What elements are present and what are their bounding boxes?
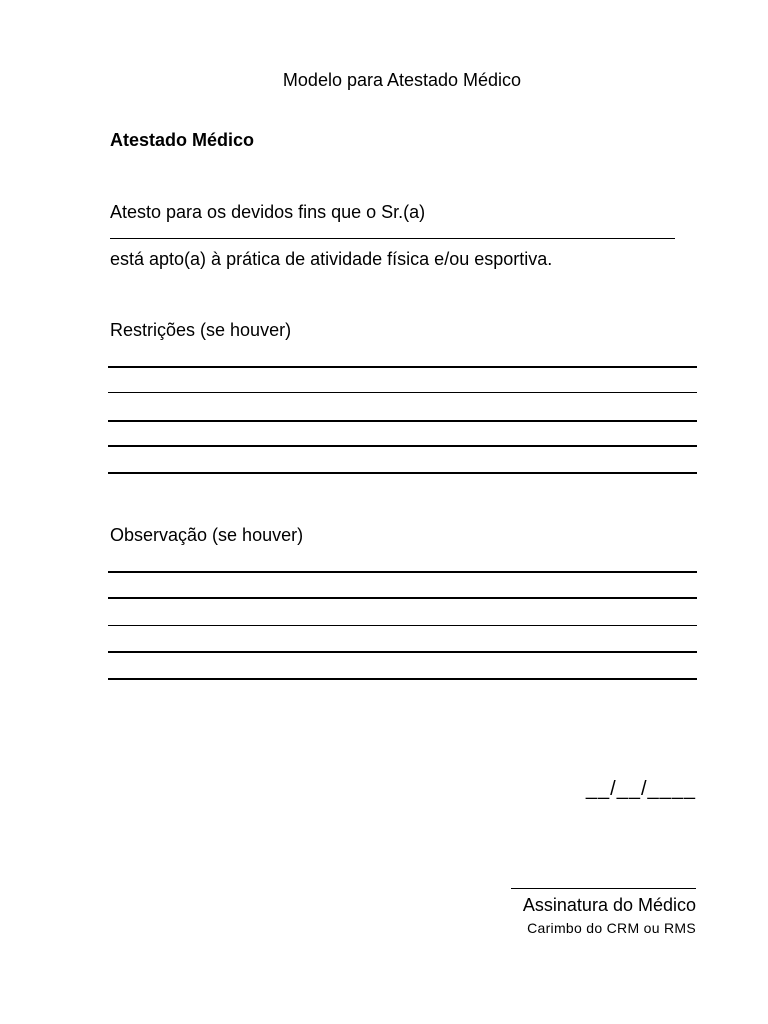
certificate-heading: Atestado Médico xyxy=(110,130,255,150)
restrictions-line-1[interactable] xyxy=(108,366,697,368)
restrictions-line-4[interactable] xyxy=(108,445,697,447)
observation-line-5[interactable] xyxy=(108,678,697,680)
patient-name-blank[interactable] xyxy=(110,238,675,239)
date-placeholder[interactable]: __/__/____ xyxy=(585,778,696,800)
observation-line-1[interactable] xyxy=(108,571,697,573)
restrictions-line-5[interactable] xyxy=(108,472,697,474)
stamp-label: Carimbo do CRM ou RMS xyxy=(527,920,696,936)
observation-line-3[interactable] xyxy=(108,625,697,626)
restrictions-line-3[interactable] xyxy=(108,420,697,422)
observation-line-2[interactable] xyxy=(108,597,697,599)
signature-line[interactable] xyxy=(511,888,696,889)
restrictions-label: Restrições (se houver) xyxy=(110,320,292,340)
observation-label: Observação (se houver) xyxy=(110,525,304,545)
fitness-statement: está apto(a) à prática de atividade física e/ou esportiva. xyxy=(110,249,553,269)
restrictions-line-2[interactable] xyxy=(108,392,697,393)
document-title: Modelo para Atestado Médico xyxy=(282,70,522,90)
attest-statement: Atesto para os devidos fins que o Sr.(a) xyxy=(110,202,426,222)
observation-line-4[interactable] xyxy=(108,651,697,653)
signature-label: Assinatura do Médico xyxy=(522,895,696,915)
